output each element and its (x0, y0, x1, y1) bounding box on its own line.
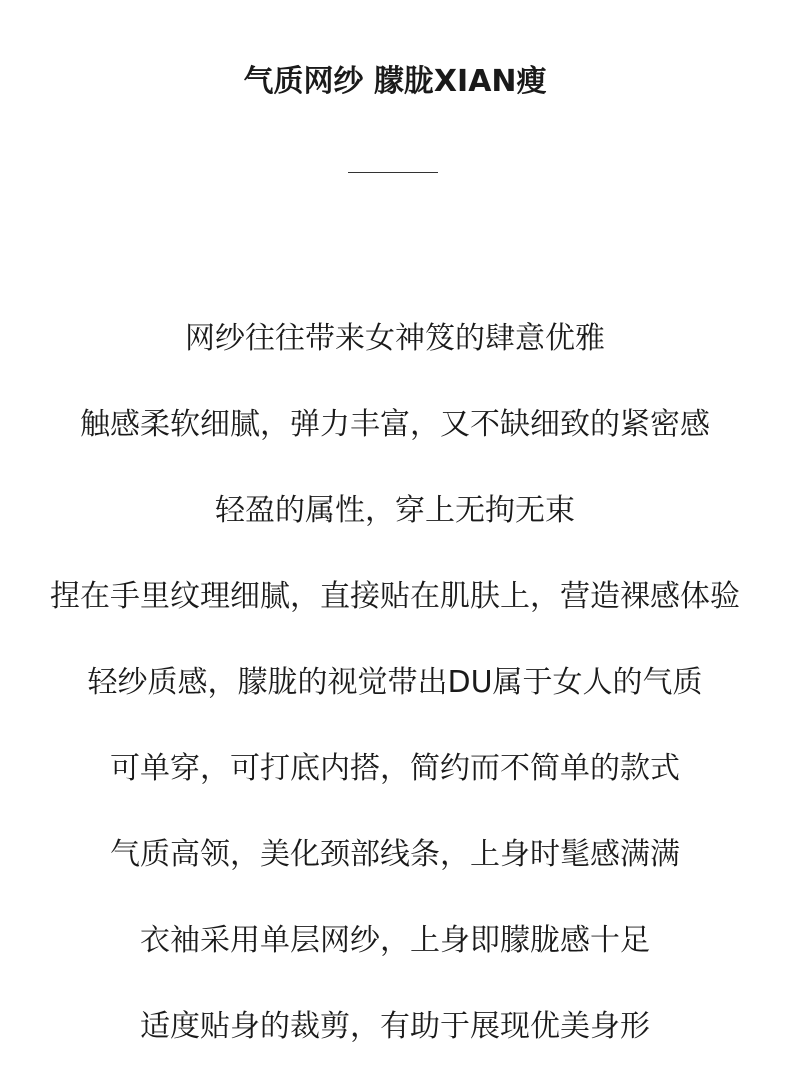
description-line: 轻纱质感，朦胧的视觉带出DU属于女人的气质 (87, 665, 703, 700)
description-list (0, 316, 790, 1090)
description-line: 可单穿，可打底内搭，简约而不简单的款式 (110, 751, 680, 786)
description-line: 网纱往往带来女神笈的肆意优雅 (185, 321, 605, 356)
description-line: 适度贴身的裁剪，有助于展现优美身形 (140, 1009, 650, 1044)
title-divider (348, 172, 438, 173)
page-title: 气质网纱 朦胧XIAN瘦 (243, 64, 547, 99)
description-line: 气质高领，美化颈部线条，上身时髦感满满 (110, 837, 680, 872)
description-line: 轻盈的属性，穿上无拘无束 (215, 493, 575, 528)
description-line: 触感柔软细腻，弹力丰富，又不缺细致的紧密感 (80, 407, 710, 442)
description-line: 捏在手里纹理细腻，直接贴在肌肤上，营造裸感体验 (50, 579, 740, 614)
description-line: 衣袖采用单层网纱，上身即朦胧感十足 (140, 923, 650, 958)
